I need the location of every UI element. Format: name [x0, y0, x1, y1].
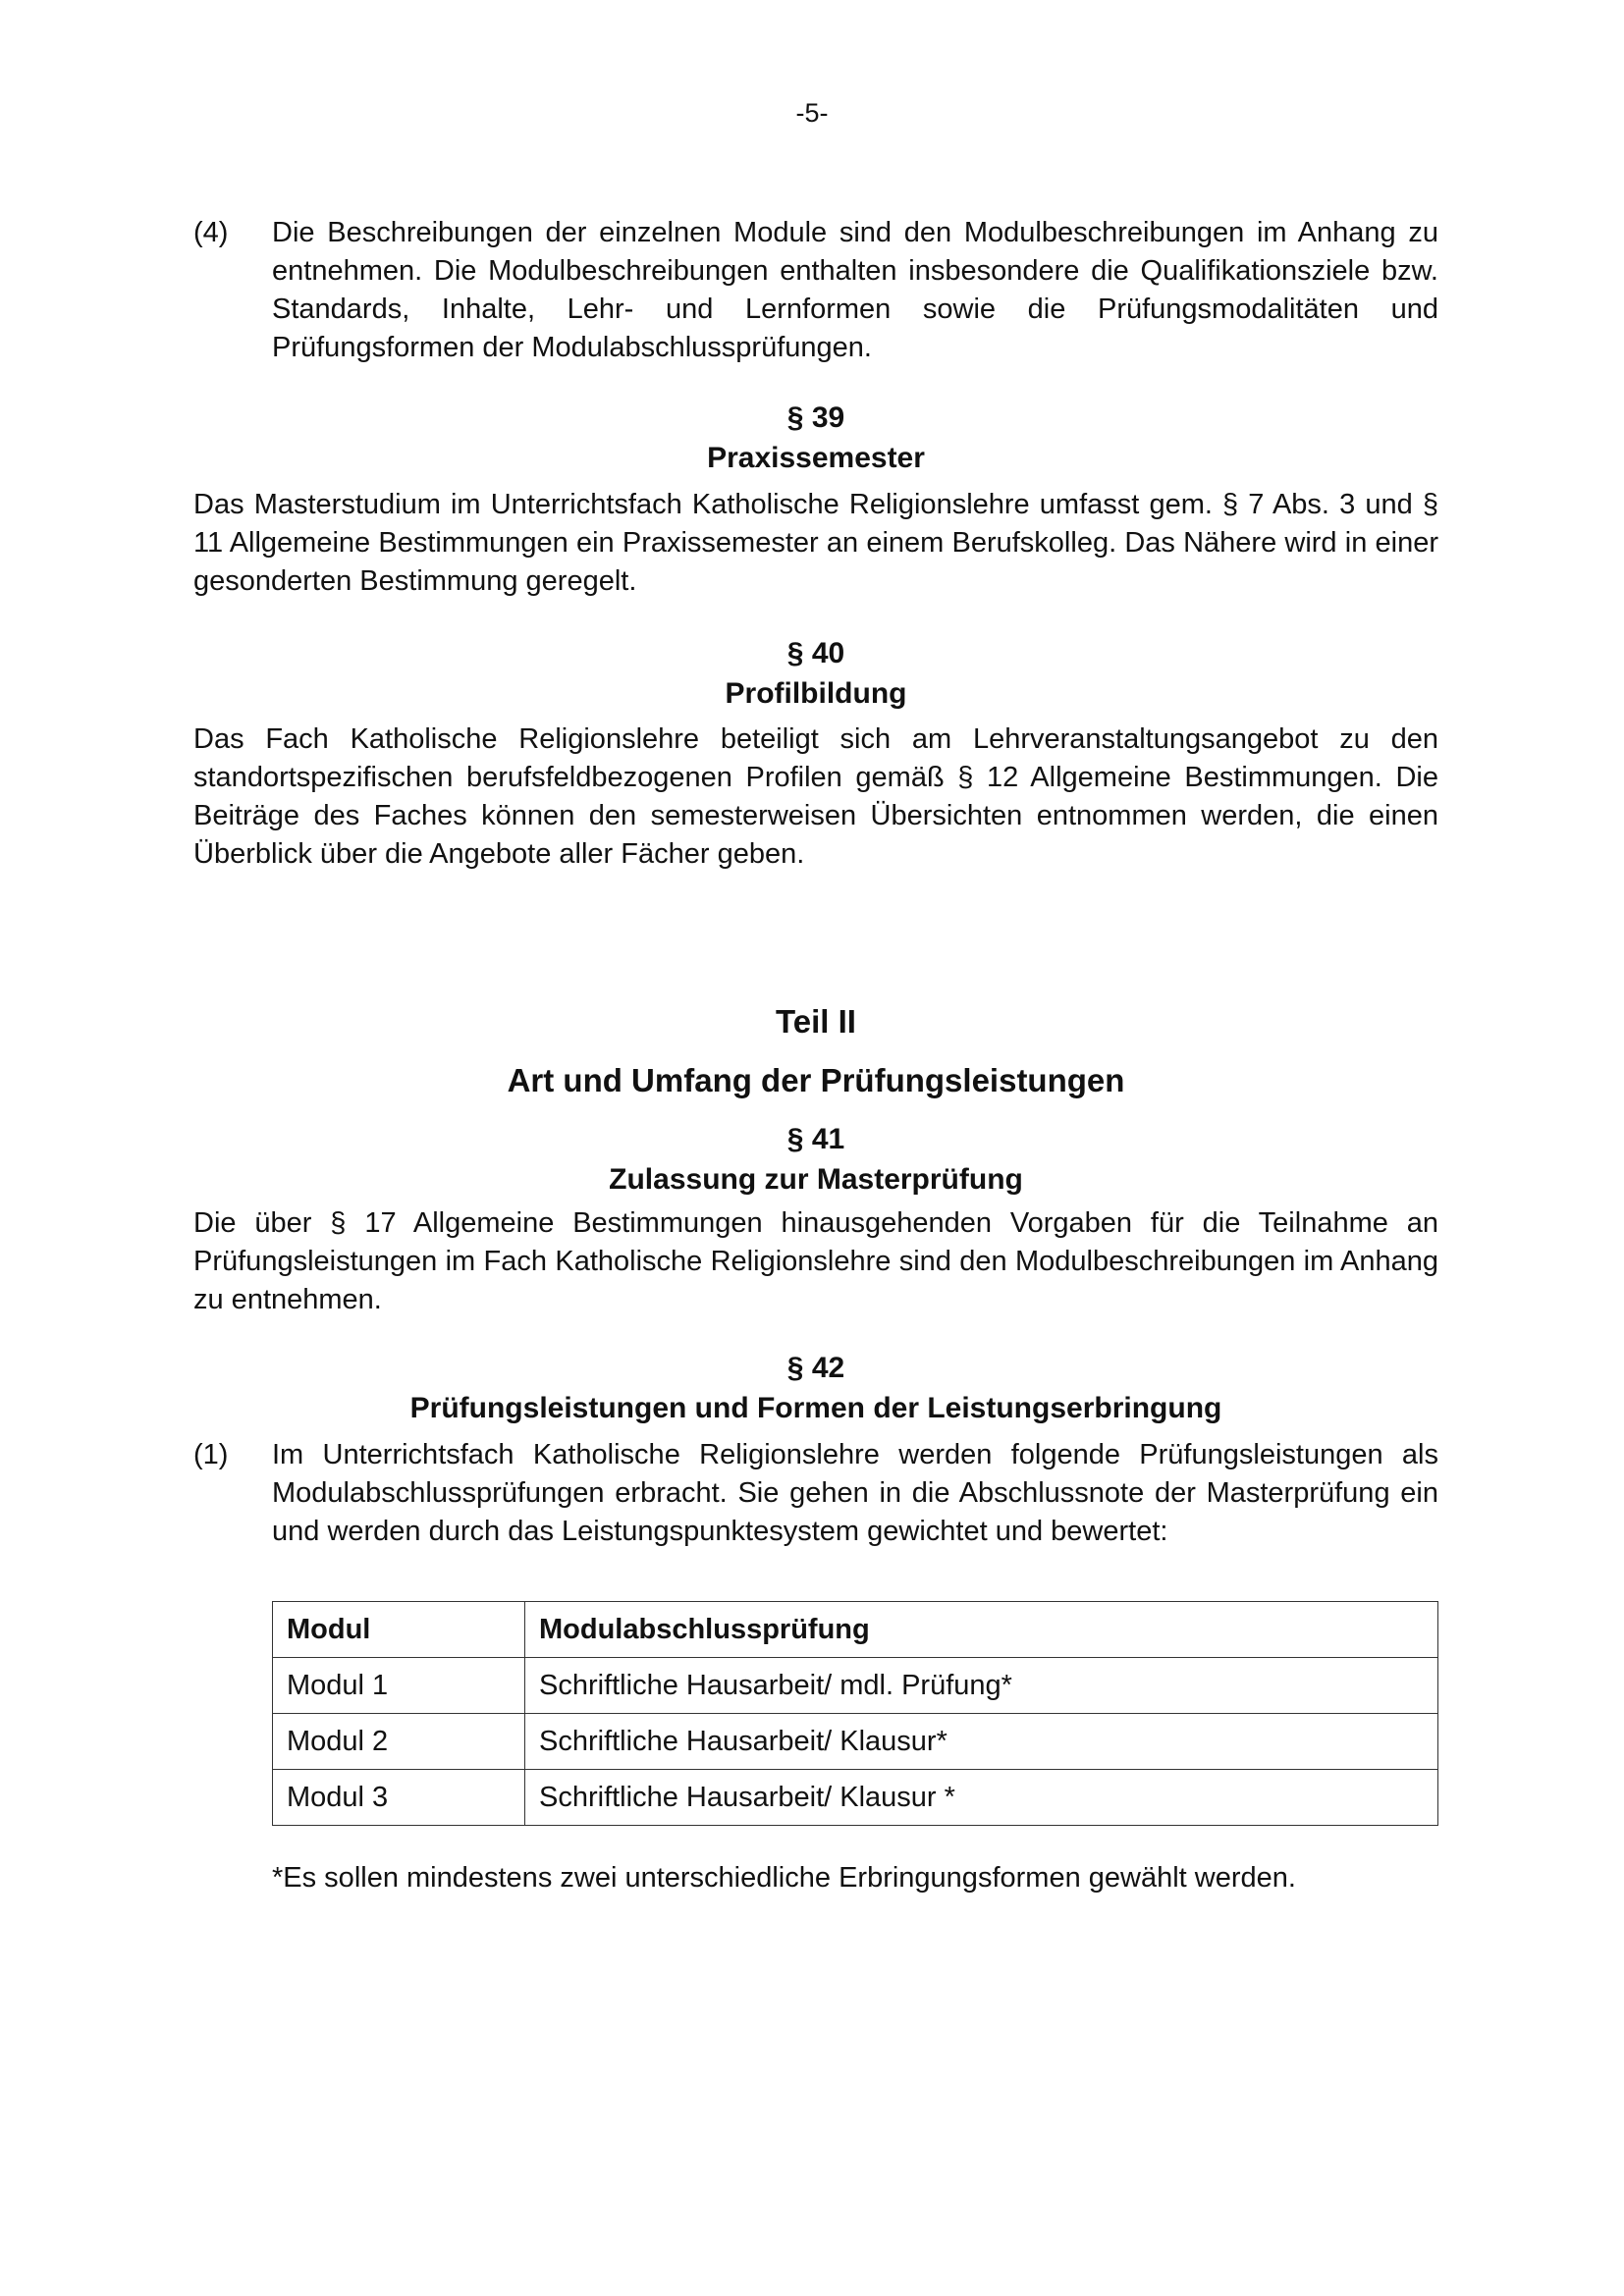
section-title: Profilbildung: [725, 677, 907, 710]
section-39-heading: [193, 398, 1438, 478]
table-row: [273, 1714, 1438, 1770]
table-cell-module: Modul 1: [273, 1658, 525, 1714]
table-cell-module: Modul 3: [273, 1770, 525, 1826]
part-title: Art und Umfang der Prüfungsleistungen: [507, 1062, 1125, 1098]
section-40-heading: [193, 633, 1438, 714]
section-title: Prüfungsleistungen und Formen der Leistungserbringung: [409, 1392, 1222, 1424]
table-row: [273, 1770, 1438, 1826]
paragraph-number: (1): [193, 1439, 229, 1470]
section-42-heading: [193, 1348, 1438, 1428]
table-footnote: *Es sollen mindestens zwei unterschiedliche Erbringungsformen gewählt werden.: [272, 1862, 1296, 1894]
table-header-row: [273, 1602, 1438, 1658]
column-header-module: Modul: [273, 1602, 525, 1658]
section-39-text: Das Masterstudium im Unterrichtsfach Katholische Religionslehre umfasst gem. § 7 Abs. 3 und § 11 Allgemeine Bestimmungen ein Praxissemester an einem Berufskolleg. Das Nähere wird in einer gesonderten Bestimmung geregelt.: [193, 489, 1438, 597]
section-40-text: Das Fach Katholische Religionslehre beteiligt sich am Lehrveranstaltungsangebot zu den standortspezifischen berufsfeldbezogenen Profilen gemäß § 12 Allgemeine Bestimmungen. Die Beiträge des Faches können den semesterweisen Übersichten entnommen werden, die einen Überblick über die Angebote aller Fächer geben.: [193, 723, 1438, 870]
paragraph-number: (4): [193, 217, 229, 248]
page-number: -5-: [795, 98, 829, 128]
table-cell-exam: Schriftliche Hausarbeit/ Klausur*: [525, 1714, 1438, 1770]
section-title: Zulassung zur Masterprüfung: [609, 1163, 1023, 1196]
section-number: § 41: [786, 1123, 845, 1155]
section-42-paragraph-1: [193, 1436, 1438, 1551]
document-body: [193, 214, 1438, 1897]
section-number: § 40: [786, 637, 845, 669]
section-41-heading: [193, 1119, 1438, 1200]
module-exam-table: [272, 1601, 1438, 1826]
column-header-exam: Modulabschlussprüfung: [525, 1602, 1438, 1658]
section-41-text: Die über § 17 Allgemeine Bestimmungen hinausgehenden Vorgaben für die Teilnahme an Prüfungsleistungen im Fach Katholische Religionslehre sind den Modulbeschreibungen im Anhang zu entnehmen.: [193, 1207, 1438, 1315]
table-cell-module: Modul 2: [273, 1714, 525, 1770]
part-label: Teil II: [776, 1003, 856, 1040]
section-number: § 42: [786, 1352, 845, 1384]
section-title: Praxissemester: [707, 442, 925, 474]
paragraph-text: Die Beschreibungen der einzelnen Module sind den Modulbeschreibungen im Anhang zu entnehmen. Die Modulbeschreibungen enthalten insbesondere die Qualifikationsziele bzw. Standards, Inhalte, Lehr- und Lernformen sowie die Prüfungsmodalitäten und Prüfungsformen der Modulabschlussprüfungen.: [272, 217, 1438, 363]
table-cell-exam: Schriftliche Hausarbeit/ mdl. Prüfung*: [525, 1658, 1438, 1714]
paragraph-text: Im Unterrichtsfach Katholische Religionslehre werden folgende Prüfungsleistungen als Modulabschlussprüfungen erbracht. Sie gehen in die Abschlussnote der Masterprüfung ein und werden durch das Leistungspunktesystem gewichtet und bewertet:: [272, 1439, 1438, 1547]
section-number: § 39: [786, 401, 845, 434]
paragraph-4: [193, 214, 1438, 367]
table-cell-exam: Schriftliche Hausarbeit/ Klausur *: [525, 1770, 1438, 1826]
table-row: [273, 1658, 1438, 1714]
